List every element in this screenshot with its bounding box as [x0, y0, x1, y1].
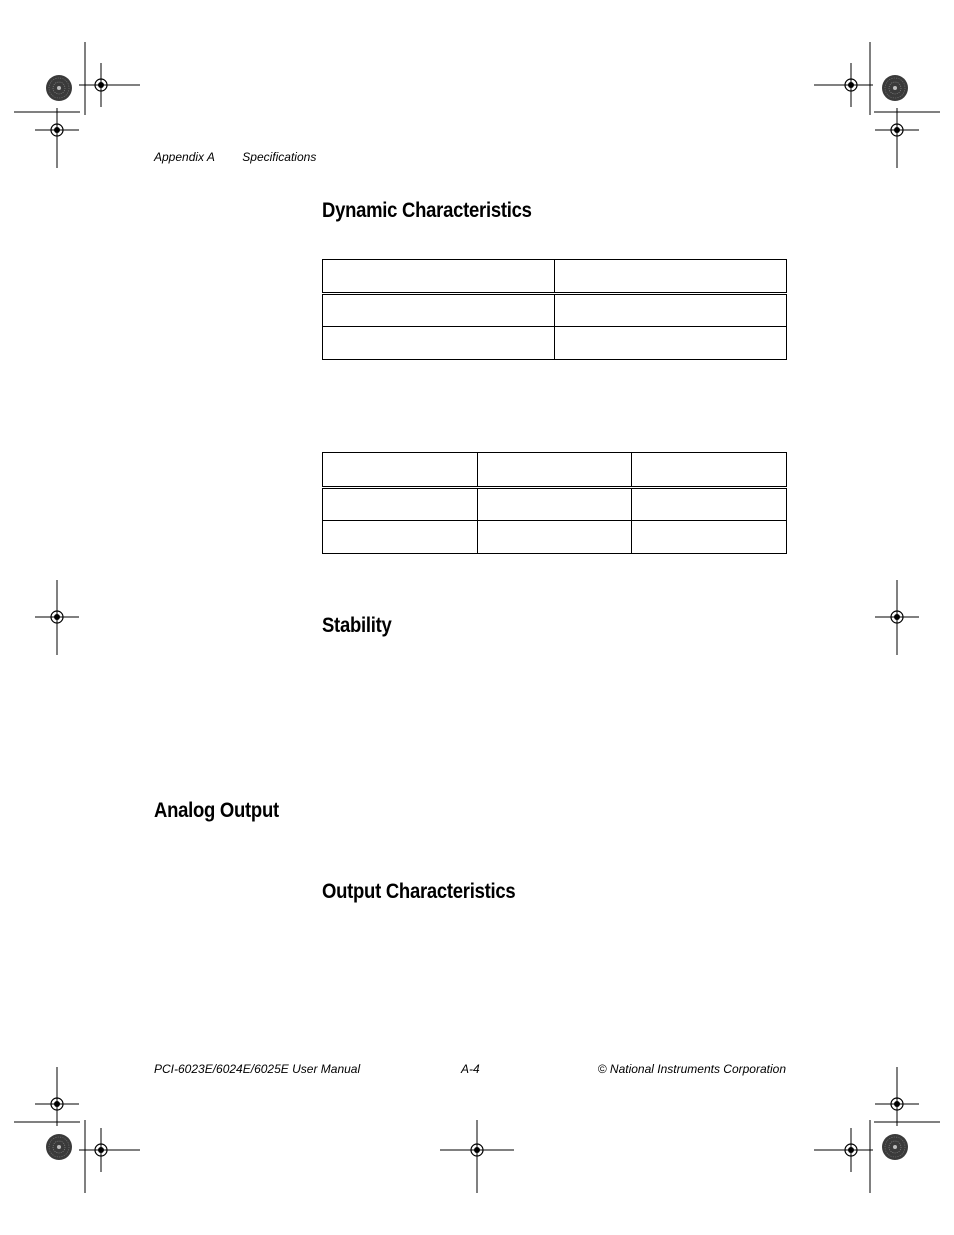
table-header-row: [323, 453, 787, 488]
dynamic-characteristics-table-2: [322, 452, 787, 554]
crop-mark-bottom-right: [814, 1067, 940, 1193]
footer-page-number: A-4: [461, 1062, 480, 1076]
crop-mark-top-right: [814, 42, 940, 168]
table-cell: [478, 488, 632, 521]
table-cell: [323, 521, 478, 554]
dynamic-characteristics-table-1: [322, 259, 787, 360]
running-head: [154, 150, 316, 164]
crop-mark-bottom-left: [14, 1067, 140, 1193]
crop-mark-middle-right: [875, 580, 919, 655]
table-row: [323, 488, 787, 521]
crop-mark-bottom-center: [440, 1120, 514, 1193]
table-cell: [555, 327, 787, 360]
table-cell: [555, 294, 787, 327]
table-cell: [555, 260, 787, 294]
table-cell: [323, 327, 555, 360]
table-row: [323, 521, 787, 554]
running-head-section: Specifications: [242, 150, 317, 164]
table-row: [323, 294, 787, 327]
crop-mark-top-left: [14, 42, 140, 168]
footer-copyright: © National Instruments Corporation: [597, 1062, 786, 1076]
table-cell: [478, 453, 632, 488]
table-header-row: [323, 260, 787, 294]
table-cell: [323, 294, 555, 327]
heading-stability: Stability: [322, 614, 392, 637]
table-cell: [478, 521, 632, 554]
crop-mark-middle-left: [35, 580, 79, 655]
table-cell: [632, 521, 787, 554]
heading-dynamic-characteristics: Dynamic Characteristics: [322, 199, 532, 222]
running-head-chapter: Appendix A: [154, 150, 215, 164]
table-row: [323, 327, 787, 360]
table-cell: [632, 488, 787, 521]
table-cell: [323, 260, 555, 294]
table-cell: [323, 453, 478, 488]
heading-analog-output: Analog Output: [154, 799, 279, 822]
heading-output-characteristics: Output Characteristics: [322, 880, 516, 903]
footer-manual-title: PCI-6023E/6024E/6025E User Manual: [154, 1062, 361, 1076]
table-cell: [323, 488, 478, 521]
table-cell: [632, 453, 787, 488]
